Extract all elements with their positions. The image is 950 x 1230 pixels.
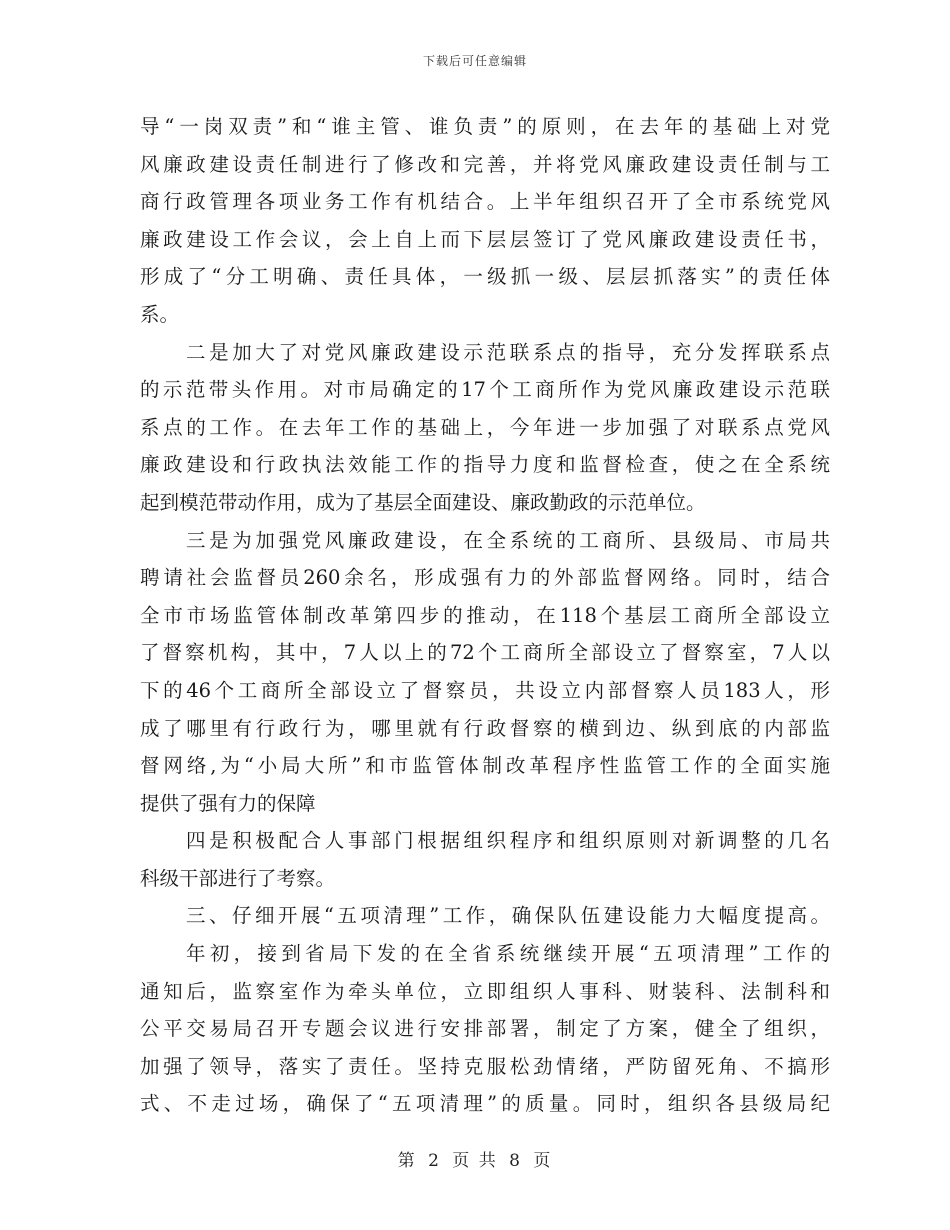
document-body: [140, 108, 830, 1123]
text-line-12: 三是为加强党风廉政建设，在全系统的工商所、县级局、市局共: [186, 528, 830, 552]
text-line-23: 年初，接到省局下发的在全省系统继续开展“五项清理”工作的: [186, 942, 830, 966]
text-line-18: 督网络,为“小局大所”和市监管体制改革程序性监管工作的全面实施: [140, 754, 830, 778]
text-line-21: 科级干部进行了考察。: [140, 866, 336, 890]
text-line-1: 导“一岗双责”和“谁主管、谁负责”的原则，在去年的基础上对党: [140, 115, 830, 138]
current-page-number: 2: [428, 1151, 441, 1171]
text-line-9: 系点的工作。在去年工作的基础上，今年进一步加强了对联系点党风: [140, 415, 830, 439]
text-line-20: 四是积极配合人事部门根据组织程序和组织原则对新调整的几名: [186, 829, 830, 853]
footer-suffix: 页: [533, 1151, 553, 1171]
page-number-footer: [0, 1146, 950, 1171]
section-heading-line: 三、仔细开展“五项清理”工作，确保队伍建设能力大幅度提高。: [186, 904, 830, 928]
text-line-24: 通知后，监察室作为牵头单位，立即组织人事科、财装科、法制科和: [140, 979, 830, 1003]
text-line-10: 廉政建设和行政执法效能工作的指导力度和监督检查，使之在全系统: [140, 453, 830, 477]
text-line-26: 加强了领导，落实了责任。坚持克服松劲情绪，严防留死角、不搞形: [140, 1054, 830, 1078]
text-line-6: 系。: [140, 302, 180, 326]
text-line-5: 形成了“分工明确、责任具体，一级抓一级、层层抓落实”的责任体: [140, 265, 830, 289]
text-line-11: 起到模范带动作用，成为了基层全面建设、廉政勤政的示范单位。: [140, 490, 706, 514]
text-line-16: 下的46个工商所全部设立了督察员，共设立内部督察人员183人，形: [140, 678, 830, 702]
text-line-13: 聘请社会监督员260余名，形成强有力的外部监督网络。同时，结合: [140, 566, 830, 590]
text-line-8: 的示范带头作用。对市局确定的17个工商所作为党风廉政建设示范联: [140, 378, 830, 402]
text-line-15: 了督察机构，其中，7人以上的72个工商所全部设立了督察室，7人以: [140, 641, 830, 665]
text-line-25: 公平交易局召开专题会议进行安排部署，制定了方案，健全了组织，: [140, 1017, 830, 1041]
text-line-4: 廉政建设工作会议，会上自上而下层层签订了党风廉政建设责任书，: [140, 227, 830, 251]
text-line-3: 商行政管理各项业务工作有机结合。上半年组织召开了全市系统党风: [140, 190, 830, 214]
text-line-7: 二是加大了对党风廉政建设示范联系点的指导，充分发挥联系点: [186, 340, 830, 364]
text-line-17: 成了哪里有行政行为，哪里就有行政督察的横到边、纵到底的内部监: [140, 716, 830, 740]
text-line-14: 全市市场监管体制改革第四步的推动，在118个基层工商所全部设立: [140, 603, 830, 627]
text-line-2: 风廉政建设责任制进行了修改和完善，并将党风廉政建设责任制与工: [140, 152, 830, 176]
text-line-27: 式、不走过场，确保了“五项清理”的质量。同时，组织各县级局纪: [140, 1092, 830, 1116]
text-line-19: 提供了强有力的保障: [140, 791, 316, 815]
total-page-count: 8: [509, 1151, 522, 1171]
footer-mid: 页 共: [452, 1151, 498, 1171]
footer-prefix: 第: [397, 1151, 417, 1171]
page-header: 下载后可任意编辑: [422, 54, 527, 68]
